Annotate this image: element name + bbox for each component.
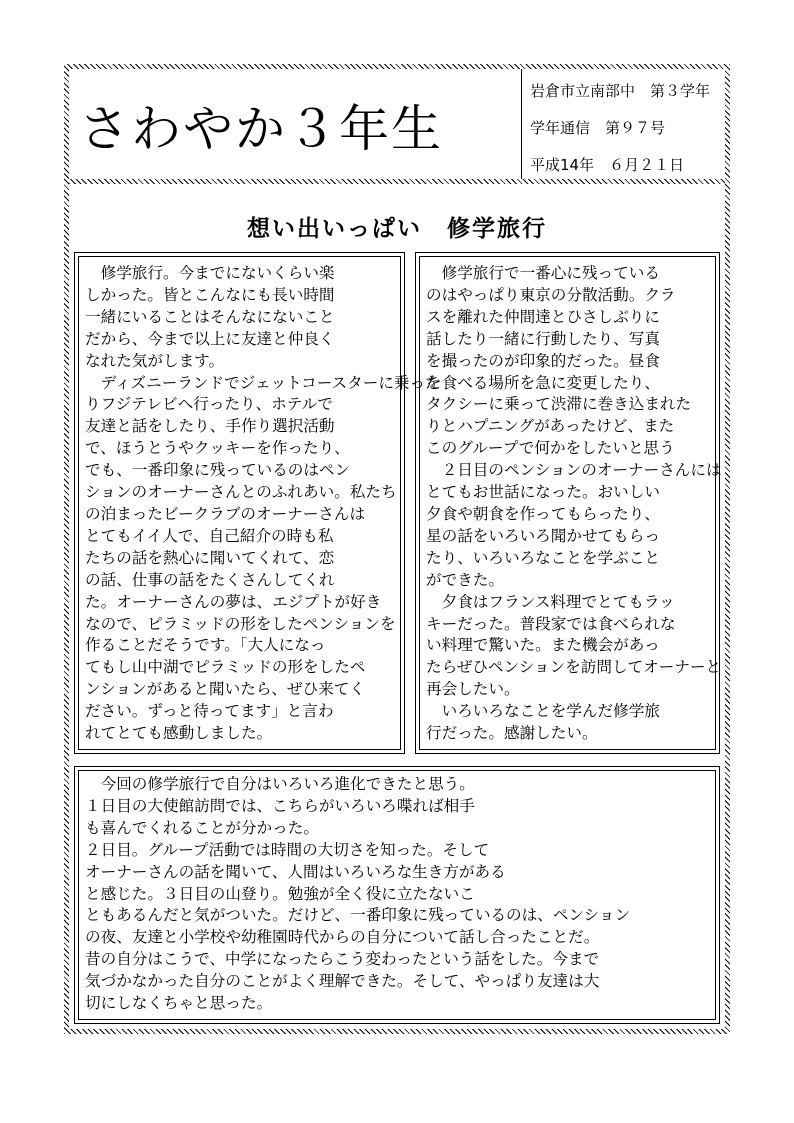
text-line: 気づかなかった自分のことがよく理解できた。そして、やっぱり友達は大	[85, 972, 600, 991]
text-line: １日目の大使館訪問では、こちらがいろいろ喋れば相手	[85, 796, 475, 815]
text-line: でも、一番印象に残っているのはペン	[85, 461, 351, 480]
text-line: だから、今まで以上に友達と仲良く	[85, 329, 335, 348]
text-line: ンションがあると聞いたら、ぜひ来てく	[85, 680, 365, 699]
text-line: たらぜひペンションを訪問してオーナーと	[426, 658, 722, 677]
text-line: ができた。	[426, 570, 504, 589]
text-line: いろいろなことを学んだ修学旅	[426, 702, 660, 721]
text-line: を撮ったのが印象的だった。昼食	[426, 351, 660, 370]
text-line: なれた気がします。	[85, 351, 225, 370]
text-line: 行だった。感謝したい。	[426, 724, 598, 743]
text-line: と感じた。３日目の山登り。勉強が全く役に立たないこ	[85, 884, 475, 903]
left-article-box	[74, 252, 441, 754]
text-line: りとハプニングがあったけど、また	[426, 417, 675, 436]
text-line: ともあるんだと気がついた。だけど、一番印象に残っているのは、ペンション	[85, 906, 631, 925]
text-line: 夕食や朝食を作ってもらったり、	[426, 504, 660, 523]
newsletter-number: 学年通信 第９７号	[530, 119, 666, 137]
issue-date: 平成14年 ６月２１日	[530, 156, 685, 174]
masthead	[69, 69, 725, 181]
text-line: 修学旅行。今までにないくらい楽	[85, 264, 335, 282]
page-frame	[64, 64, 730, 1034]
text-line: も喜んでくれることが分かった。	[85, 818, 319, 837]
text-line: とてもイイ人で、自己紹介の時も私	[85, 526, 334, 545]
text-line: で、ほうとうやクッキーを作ったり、	[85, 439, 350, 458]
text-line: てもし山中湖でピラミッドの形をしたペ	[85, 658, 366, 677]
text-line: た。オーナーさんの夢は、エジプトが好き	[85, 592, 382, 611]
text-line: 話したり一緒に行動したり、写真	[426, 329, 660, 348]
text-line: 今回の修学旅行で自分はいろいろ進化できたと思う。	[85, 775, 475, 793]
text-line: スを離れた仲間達とひさしぶりに	[426, 307, 660, 326]
text-line: 再会したい。	[426, 680, 520, 699]
text-line: ２日目のペンションのオーナーさんには	[426, 461, 722, 480]
text-line: しかった。皆とこんなにも長い時間	[85, 285, 335, 304]
text-line: ションのオーナーさんとのふれあい。私たち	[85, 483, 397, 502]
text-line: 一緒にいることはそんなにないこと	[85, 307, 335, 326]
text-line: 友達と話をしたり、手作り選択活動	[85, 417, 335, 436]
text-line: キーだった。普段家では食べられな	[426, 614, 676, 633]
text-line: の泊まったビークラブのオーナーさんは	[85, 504, 366, 523]
text-line: 星の話をいろいろ聞かせてもらっ	[426, 526, 660, 545]
text-line: のはやっぱり東京の分散活動。クラ	[426, 285, 676, 304]
school-name: 岩倉市立南部中 第３学年	[530, 82, 711, 100]
text-line: 作ることだそうです。「大人になっ	[85, 636, 326, 655]
text-line: たり、いろいろなことを学ぶこと	[426, 548, 660, 567]
text-line: なので、ピラミッドの形をしたペンションを	[85, 614, 396, 633]
bottom-article-text	[78, 770, 716, 1020]
text-line: 修学旅行で一番心に残っている	[426, 264, 660, 282]
text-line: たちの話を熱心に聞いてくれて、恋	[85, 548, 335, 567]
text-line: 昔の自分はこうで、中学になったらこう変わったという話をした。今まで	[85, 950, 600, 969]
text-line: を食べる場所を急に変更したり、	[426, 373, 660, 392]
text-line: ２日目。グループ活動では時間の大切さを知った。そして	[85, 840, 490, 859]
text-line: 切にしなくちゃと思った。	[85, 994, 273, 1013]
article-headline: 想い出いっぱい 修学旅行	[247, 216, 547, 242]
text-line: れてとても感動しました。	[85, 724, 273, 743]
text-line: このグループで何かをしたいと思う	[426, 439, 675, 458]
page-content	[69, 69, 725, 1029]
left-article-text	[78, 256, 441, 750]
right-article-text	[419, 256, 722, 750]
text-line: の話、仕事の話をたくさんしてくれ	[85, 570, 335, 589]
masthead-divider	[521, 69, 522, 179]
text-line: りフジテレビへ行ったり、ホテルで	[85, 395, 333, 414]
text-line: の夜、友達と小学校や幼稚園時代からの自分について話し合ったことだ。	[85, 928, 600, 947]
text-line: い料理で驚いた。また機会があっ	[426, 636, 660, 655]
text-line: オーナーさんの話を聞いて、人間はいろいろな生き方がある	[85, 862, 506, 881]
text-line: とてもお世話になった。おいしい	[426, 483, 660, 502]
bottom-article-box	[74, 766, 720, 1024]
text-line: ディズニーランドでジェットコースターに乗った	[85, 373, 441, 392]
text-line: タクシーに乗って渋滞に巻き込まれた	[426, 395, 692, 414]
right-article-box	[415, 252, 720, 754]
hatched-divider	[69, 179, 725, 184]
issue-info	[530, 73, 710, 184]
newsletter-title: さわやか３年生	[79, 100, 443, 158]
text-line: ださい。ずっと待ってます」と言わ	[85, 702, 334, 721]
text-line: 夕食はフランス料理でとてもラッ	[426, 592, 675, 611]
